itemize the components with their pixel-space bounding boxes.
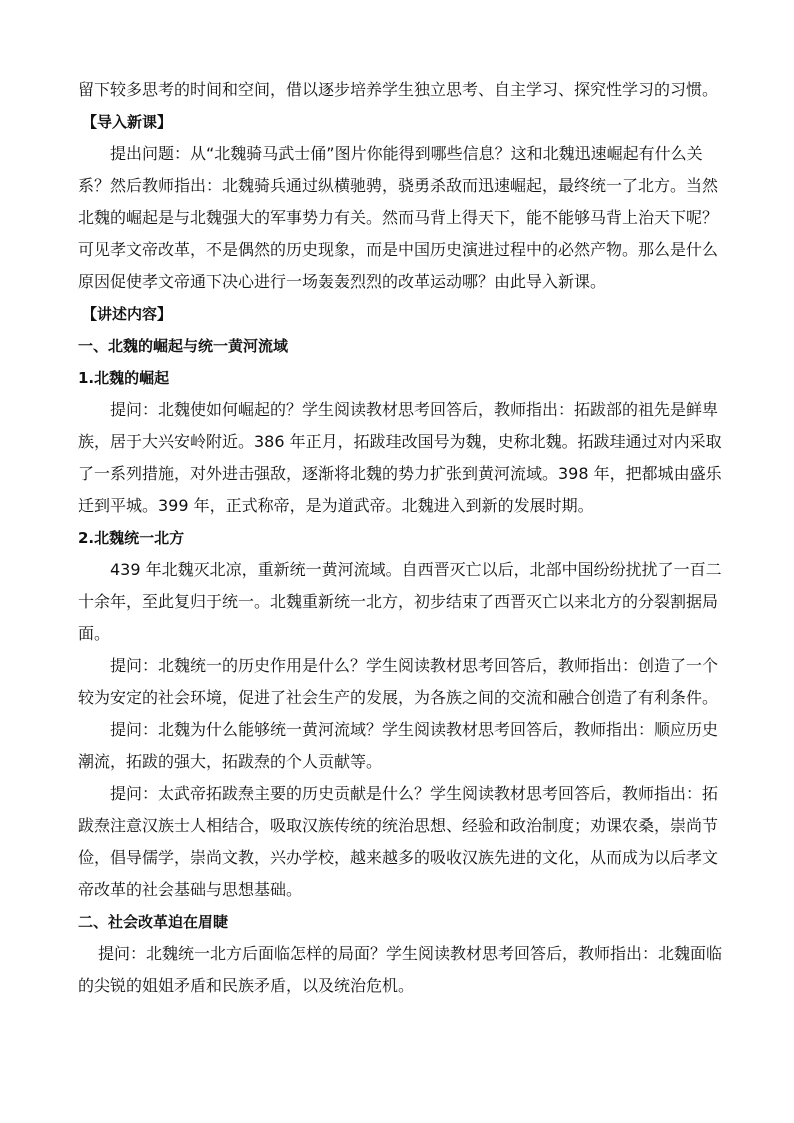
body-text-line: 提问：北魏统一北方后面临怎样的局面？学生阅读教材思考回答后，教师指出：北魏面临 [98, 944, 723, 963]
section-heading-import: 【导入新课】 [82, 113, 173, 131]
body-text-line: 较为安定的社会环境，促进了社会生产的发展，为各族之间的交流和融合创造了有利条件。 [78, 688, 719, 707]
body-text-line: 俭，倡导儒学，崇尚文教，兴办学校，越来越多的吸收汉族先进的文化，从而成为以后孝文 [78, 848, 719, 867]
body-text-line: 提问：北魏为什么能够统一黄河流域？学生阅读教材思考回答后，教师指出：顺应历史 [110, 720, 719, 739]
body-text-line: 提问：太武帝拓跋焘主要的历史贡献是什么？学生阅读教材思考回答后，教师指出：拓 [110, 784, 719, 803]
body-text-line: 系？然后教师指出：北魏骑兵通过纵横驰骋，骁勇杀敌而迅速崛起，最终统一了北方。当然 [78, 176, 719, 195]
subheading-1-2: 2.北魏统一北方 [78, 529, 185, 547]
document-page [78, 74, 723, 1002]
chapter-heading-2: 二、社会改革迫在眉睫 [78, 913, 229, 931]
body-text-line: 了一系列措施，对外进击强敌，逐渐将北魏的势力扩张到黄河流域。398 年，把都城由盛乐 [78, 464, 722, 483]
body-text-line: 原因促使孝文帝通下决心进行一场轰轰烈烈的改革运动哪？由此导入新课。 [78, 272, 607, 291]
body-text-line: 族，居于大兴安岭附近。386 年正月，拓跋珪改国号为魏，史称北魏。拓跋珪通过对内采取 [78, 432, 722, 451]
body-text-line: 提问：北魏统一的历史作用是什么？学生阅读教材思考回答后，教师指出：创造了一个 [110, 656, 719, 675]
body-text-line: 提出问题：从“北魏骑马武士俑”图片你能得到哪些信息？这和北魏迅速崛起有什么关 [110, 144, 703, 163]
chapter-heading-1: 一、北魏的崛起与统一黄河流域 [78, 337, 289, 355]
body-text-line: 提问：北魏使如何崛起的？学生阅读教材思考回答后，教师指出：拓跋部的祖先是鲜卑 [110, 400, 719, 419]
body-text-line: 帝改革的社会基础与思想基础。 [78, 880, 303, 899]
body-text-line: 十余年，至此复归于统一。北魏重新统一北方，初步结束了西晋灭亡以来北方的分裂割据局 [78, 592, 719, 611]
body-text-line: 面。 [78, 624, 111, 643]
body-text-line: 跋焘注意汉族士人相结合，吸取汉族传统的统治思想、经验和政治制度；劝课农桑，崇尚节 [78, 816, 719, 835]
body-text-line: 潮流，拓跋的强大，拓跋焘的个人贡献等。 [78, 752, 383, 771]
body-text-line: 的尖锐的姐姐矛盾和民族矛盾，以及统治危机。 [78, 976, 415, 995]
subheading-1-1: 1.北魏的崛起 [78, 369, 170, 387]
body-text-line: 439 年北魏灭北凉，重新统一黄河流域。自西晋灭亡以后，北部中国纷纷扰扰了一百二 [110, 560, 722, 579]
body-text-line: 迁到平城。399 年，正式称帝，是为道武帝。北魏进入到新的发展时期。 [78, 496, 594, 515]
body-text-line: 北魏的崛起是与北魏强大的军事势力有关。然而马背上得天下，能不能够马背上治天下呢？ [78, 208, 719, 227]
body-text-line: 可见孝文帝改革，不是偶然的历史现象，而是中国历史演进过程中的必然产物。那么是什么 [78, 240, 719, 259]
section-heading-content: 【讲述内容】 [82, 305, 173, 323]
body-text-line: 留下较多思考的时间和空间，借以逐步培养学生独立思考、自主学习、探究性学习的习惯。 [78, 80, 719, 99]
